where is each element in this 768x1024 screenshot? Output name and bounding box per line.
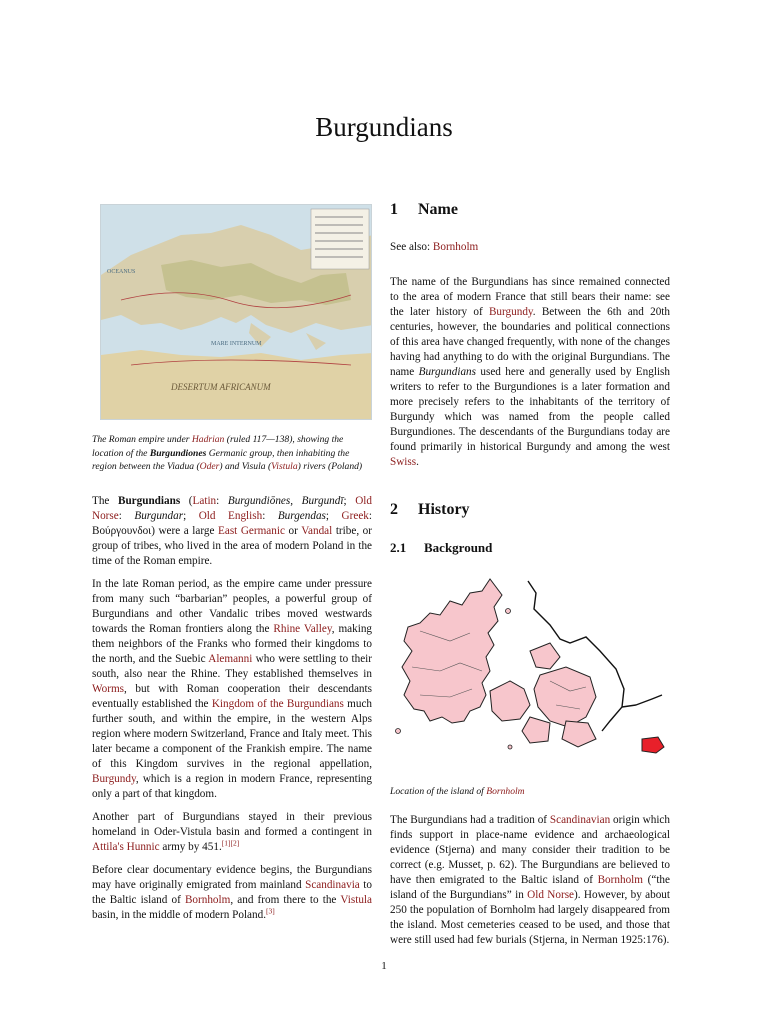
paragraph-name: The name of the Burgundians has since remained connected to the area of modern France that still bears their name: see the later history of Burgundy. Between the 6th and 20th centuries, however, the boundaries and political connections of this area have changed frequently, with none of the changes having had anything to do with the original Burgundians. The name Burgundians used here and generally used by English writers to refer to the Burgundiones is a later formation and more precisely refers to the inhabitants of the territory of Burgundy which was named from the people called Burgundiones. The descendants of the Burgundians today are found primarily in historical Burgundy and among the west Swiss. [390, 276, 670, 468]
link-bornholm[interactable]: Bornholm [184, 893, 231, 906]
left-column [92, 200, 372, 931]
roman-empire-map-image [100, 204, 372, 420]
map-label: MARE INTERNUM [211, 341, 262, 347]
link-old-norse[interactable]: Old Norse [527, 889, 575, 901]
link-vandal[interactable]: Vandal [301, 524, 333, 537]
link-oder[interactable]: Oder [199, 461, 220, 472]
link-latin[interactable]: Latin [192, 494, 217, 507]
paragraph-late-roman: In the late Roman period, as the empire came under pressure from many such “barbarian” peoples, a powerful group of Burgundians and other Vandalic tribes moved westwards towards the Roman frontiers along the Rhine Valley, making them neighbors of the Franks who formed their kingdoms to the north, and the Suebic Alemanni who were settling to their south, also near the Rhine. They established themselves in Worms, but with Roman cooperation their descendants eventually established the Kingdom of the Burgundians much further south, and within the empire, in the western Alps region where modern Switzerland, France and Italy meet. This later became a component of the Frankish empire. The name of this Kingdom survives in the regional appellation, Burgundy, which is a region in modern France, representing only a part of that kingdom. [92, 577, 373, 800]
link-worms[interactable]: Worms [92, 682, 125, 695]
citation-1-2[interactable]: [1][2] [221, 837, 240, 847]
section-heading-name: 1 Name [390, 201, 458, 218]
paragraph-background: The Burgundians had a tradition of Scandinavian origin which finds support in place-name evidence and archaeological evidence (Stjerna) and many consider their tradition to be correct (e.g. Musset, p. 62). The Burgundians are believed to have then emigrated to the Baltic island of Bornholm (“the island of the Burgundians” in Old Norse). However, by about 250 the population of Bornholm had largely disappeared from the island. Most cemeteries ceased to be used, and those that were still used had few burials (Stjerna, in Nerman 1925:176). [390, 814, 671, 946]
link-bornholm[interactable]: Bornholm [486, 786, 525, 797]
link-bornholm[interactable]: Bornholm [597, 874, 643, 886]
link-hadrian[interactable]: Hadrian [191, 434, 225, 445]
link-swiss[interactable]: Swiss [390, 456, 417, 468]
link-old-english[interactable]: Old English [198, 509, 263, 522]
link-attilas-hunnic[interactable]: Attila's Hunnic [92, 840, 160, 853]
subsection-heading-background: 2.1 Background [390, 540, 493, 555]
citation-3[interactable]: [3] [266, 905, 275, 915]
map-label: OCEANUS [107, 269, 136, 275]
page-number: 1 [381, 960, 387, 972]
link-vistula[interactable]: Vistula [271, 461, 298, 472]
link-scandinavian[interactable]: Scandinavian [549, 814, 611, 826]
link-rhine-valley[interactable]: Rhine Valley [273, 622, 332, 635]
link-scandinavia[interactable]: Scandinavia [305, 878, 360, 891]
link-alemanni[interactable]: Alemanni [208, 652, 253, 665]
link-old-norse[interactable]: Old Norse [92, 494, 372, 522]
denmark-map-caption: Location of the island of Bornholm [390, 786, 525, 797]
link-bornholm[interactable]: Bornholm [432, 241, 479, 253]
link-kingdom-of-burgundians[interactable]: Kingdom of the Burgundians [211, 697, 344, 710]
paragraph-documentary: Before clear documentary evidence begins, the Burgundians may have originally emigrated from mainland Scandinavia to the Baltic island of Bornholm, and from there to the Vistula basin, in the middle of modern Poland.[3] [92, 863, 372, 921]
link-greek[interactable]: Greek [341, 509, 369, 522]
map-label: DESERTUM AFRICANUM [171, 382, 271, 392]
roman-empire-map-svg [101, 205, 372, 420]
link-burgundy[interactable]: Burgundy [92, 772, 136, 785]
link-east-germanic[interactable]: East Germanic [218, 524, 285, 537]
paragraph-homeland: Another part of Burgundians stayed in their previous homeland in Oder-Vistula basin and formed a contingent in Attila's Hunnic army by 451.[1][2] [92, 810, 372, 853]
section-heading-history: 2 History [390, 501, 470, 518]
right-column [390, 200, 670, 956]
link-vistula[interactable]: Vistula [340, 893, 372, 906]
intro-paragraph: The Burgundians (Latin: Burgundiōnes, Burgundī; Old Norse: Burgundar; Old English: Burgendas; Greek: Βούργουνδοι) were a large East Germanic or Vandal tribe, or group of tribes, who lived in the area of modern Poland in the time of the Roman empire. [92, 494, 372, 567]
figure-caption: The Roman empire under Hadrian (ruled 117—138), showing the location of the Burgundiones Germanic group, then inhabiting the region between the Viadua (Oder) and Visula (Vistula) rivers (Poland) [92, 434, 363, 472]
see-also: See also: Bornholm [390, 241, 479, 253]
link-burgundy[interactable]: Burgundy [488, 306, 533, 318]
page-title: Burgundians [315, 112, 453, 142]
denmark-bornholm-map [390, 571, 670, 771]
